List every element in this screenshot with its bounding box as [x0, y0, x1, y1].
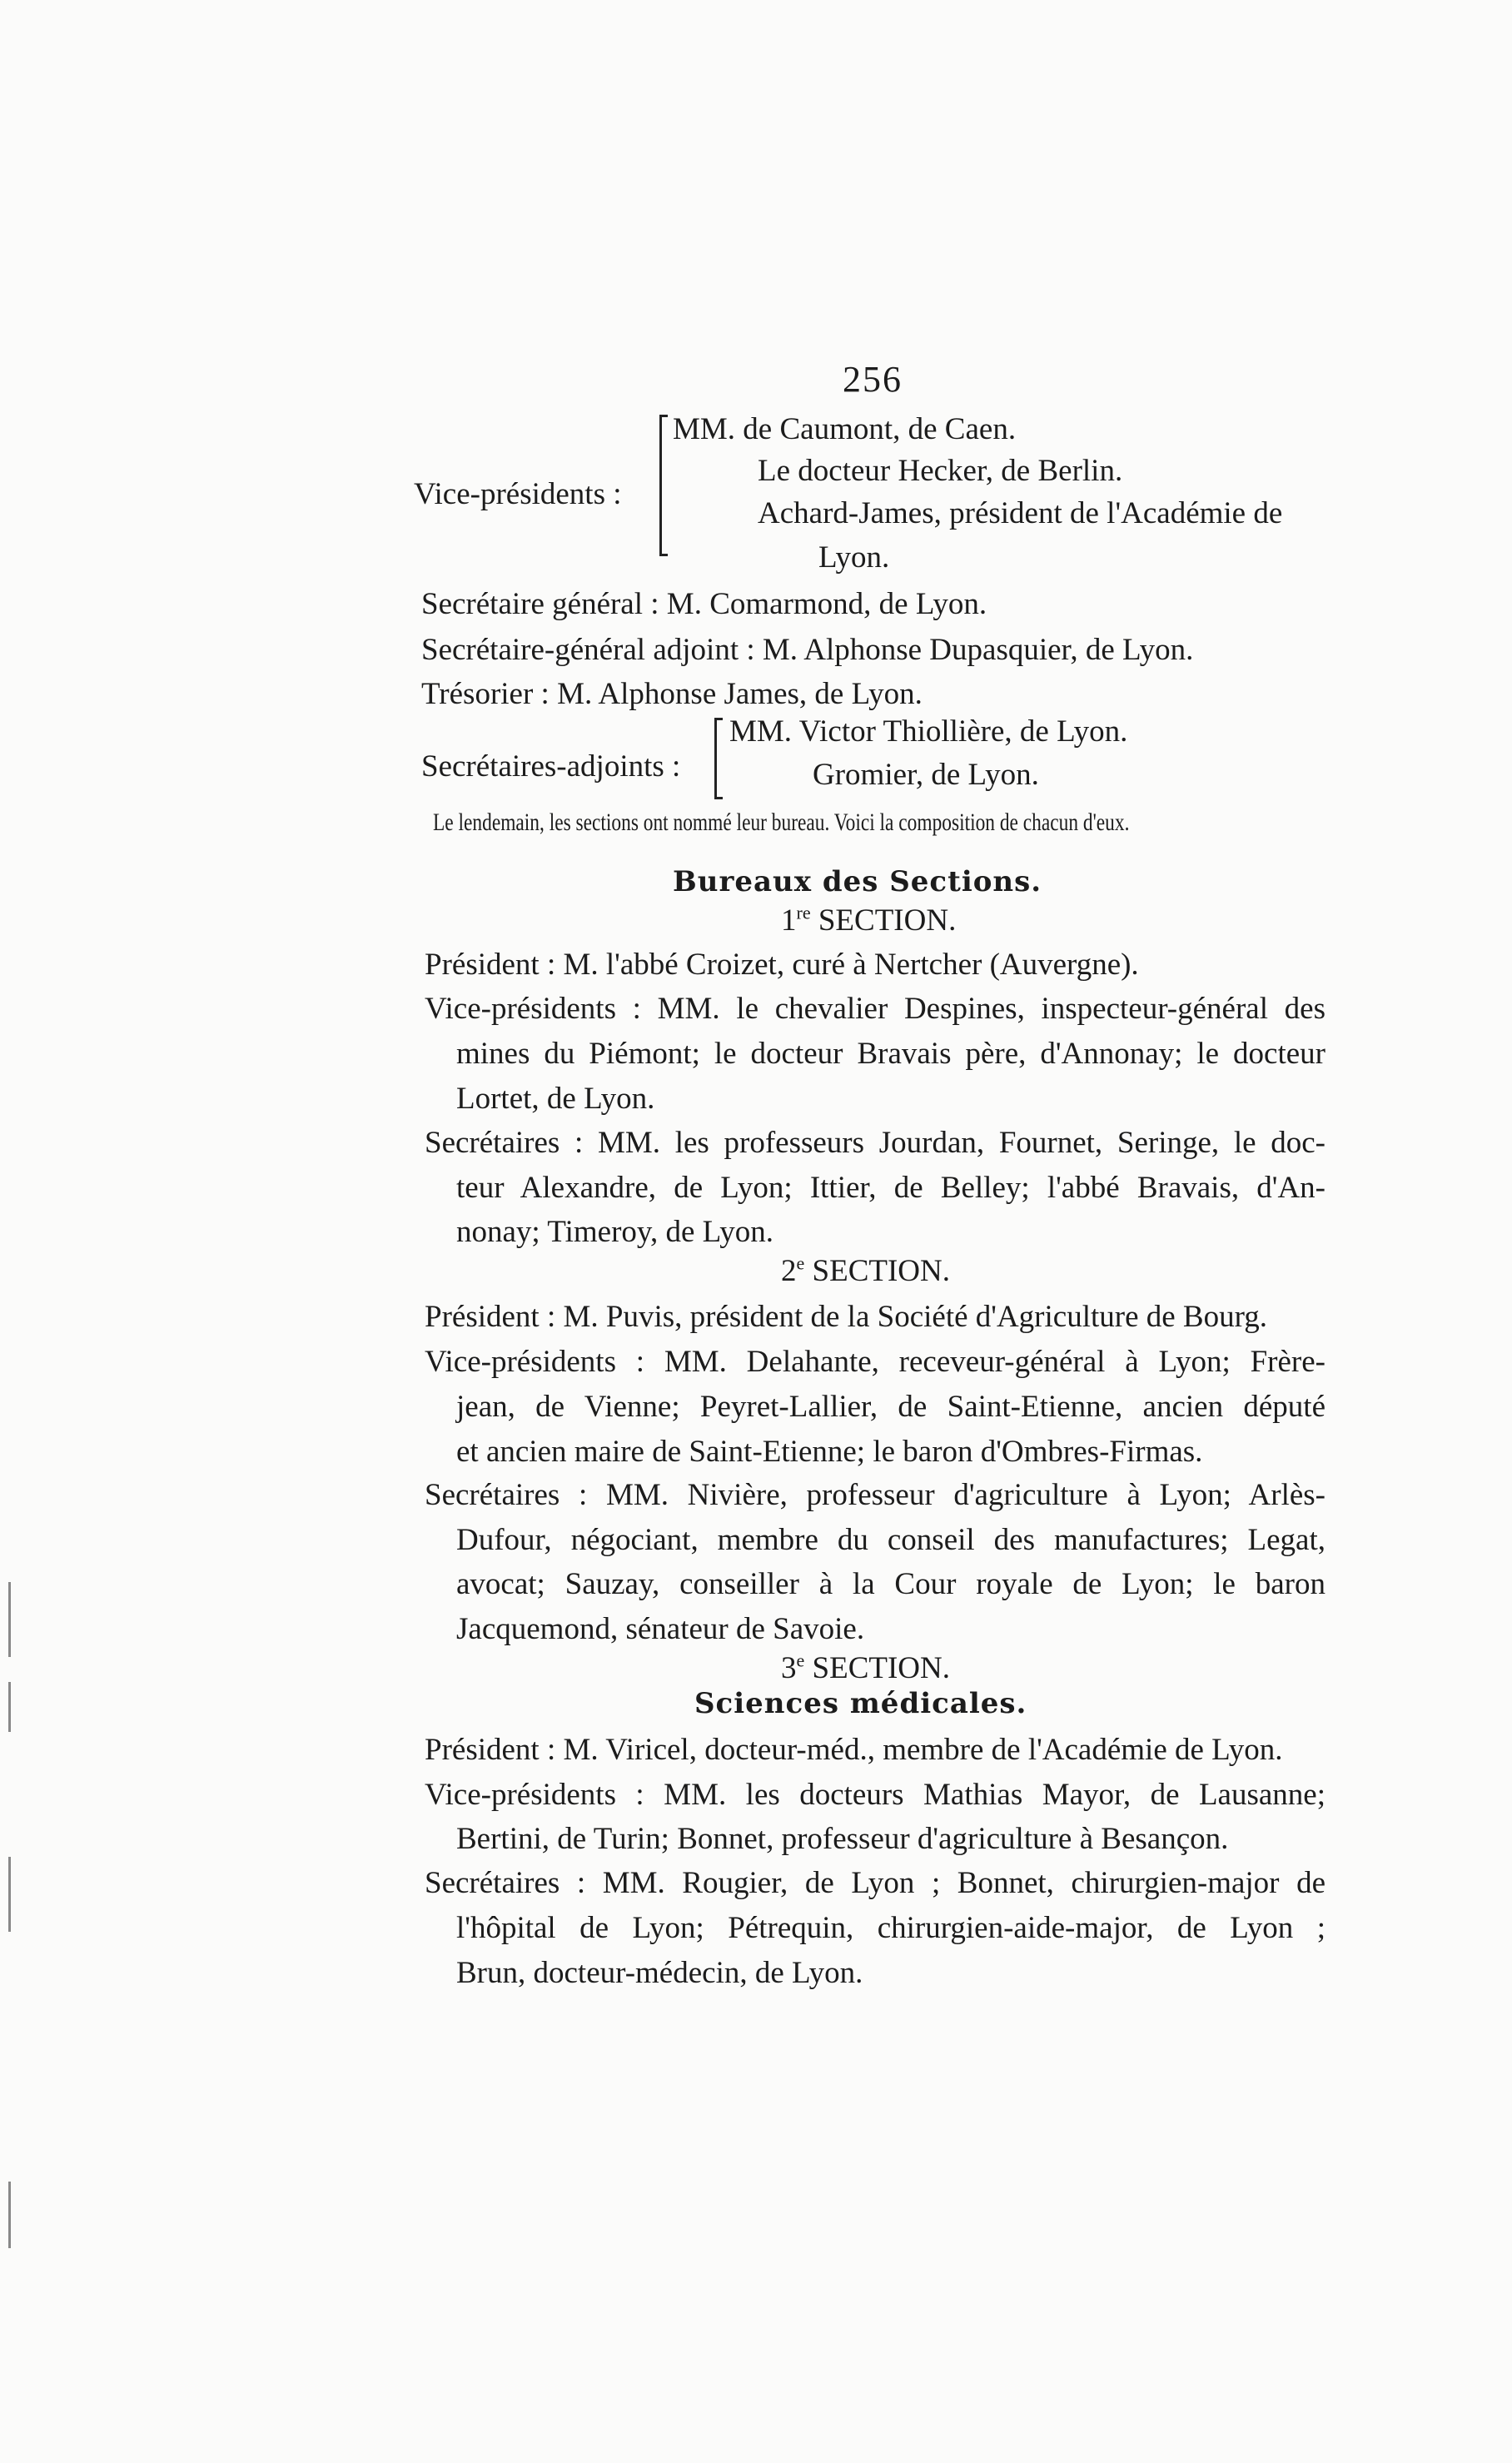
section-1-line: nonay; Timeroy, de Lyon.: [456, 1215, 773, 1249]
section-number: 3: [781, 1651, 797, 1685]
section-2-line: Secrétaires : MM. Nivière, professeur d'agriculture à Lyon; Arlès-: [425, 1478, 1325, 1512]
vice-presidents-brace: [659, 415, 662, 556]
section-2-line: avocat; Sauzay, conseiller à la Cour royale de Lyon; le baron: [456, 1567, 1325, 1601]
bureaux-heading: Bureaux des Sections.: [673, 865, 1042, 898]
section-2-title: [781, 1252, 950, 1288]
secretary-general: Secrétaire général : M. Comarmond, de Lyon.: [421, 587, 987, 621]
secretaries-adjoints-label: Secrétaires-adjoints :: [421, 749, 681, 784]
section-3-subtitle: Sciences médicales.: [694, 1687, 1027, 1720]
section-1-line: Président : M. l'abbé Croizet, curé à Nertcher (Auvergne).: [425, 948, 1139, 982]
section-2-line: Dufour, négociant, membre du conseil des manufactures; Legat,: [456, 1523, 1325, 1557]
secretaries-adjoints-line: MM. Victor Thiollière, de Lyon.: [729, 714, 1128, 749]
page-number: 256: [843, 359, 903, 400]
section-1-line: Vice-présidents : MM. le chevalier Despines, inspecteur-général des: [425, 992, 1325, 1026]
section-2-line: Jacquemond, sénateur de Savoie.: [456, 1612, 865, 1646]
section-2-line: Vice-présidents : MM. Delahante, receveur-général à Lyon; Frère-: [425, 1345, 1325, 1379]
section-3-title: [781, 1649, 950, 1685]
secretary-general-adjoint: Secrétaire-général adjoint : M. Alphonse Dupasquier, de Lyon.: [421, 633, 1194, 667]
section-3-line: Brun, docteur-médecin, de Lyon.: [456, 1956, 863, 1990]
section-2-line: jean, de Vienne; Peyret-Lallier, de Saint-Etienne, ancien député: [456, 1390, 1325, 1424]
vice-presidents-line: Lyon.: [818, 540, 890, 575]
section-1-line: mines du Piémont; le docteur Bravais père, d'Annonay; le docteur: [456, 1037, 1325, 1071]
section-ordinal: re: [796, 902, 811, 923]
section-1-title: [781, 902, 957, 938]
section-ordinal: e: [796, 1252, 805, 1274]
scan-edge-mark: [8, 2182, 11, 2248]
scan-edge-mark: [8, 1857, 11, 1932]
section-title-text: SECTION.: [818, 903, 957, 938]
section-3-line: Bertini, de Turin; Bonnet, professeur d'agriculture à Besançon.: [456, 1822, 1229, 1856]
section-3-line: Vice-présidents : MM. les docteurs Mathias Mayor, de Lausanne;: [425, 1778, 1325, 1812]
vice-presidents-label: Vice-présidents :: [414, 477, 622, 511]
vice-presidents-line: Le docteur Hecker, de Berlin.: [758, 454, 1123, 488]
section-1-line: Secrétaires : MM. les professeurs Jourdan, Fournet, Seringe, le doc-: [425, 1126, 1325, 1160]
intro-note: Le lendemain, les sections ont nommé leur bureau. Voici la composition de chacun d'eux.: [433, 809, 1130, 836]
section-number: 1: [781, 903, 797, 938]
section-3-line: Secrétaires : MM. Rougier, de Lyon ; Bonnet, chirurgien-major de: [425, 1866, 1325, 1900]
secretaries-adjoints-line: Gromier, de Lyon.: [813, 758, 1039, 792]
section-number: 2: [781, 1254, 797, 1288]
section-3-line: Président : M. Viricel, docteur-méd., membre de l'Académie de Lyon.: [425, 1733, 1283, 1767]
section-2-line: Président : M. Puvis, président de la Société d'Agriculture de Bourg.: [425, 1300, 1268, 1334]
treasurer: Trésorier : M. Alphonse James, de Lyon.: [421, 677, 923, 711]
vice-presidents-line: Achard-James, président de l'Académie de: [758, 496, 1283, 530]
section-title-text: SECTION.: [812, 1254, 950, 1288]
scan-edge-mark: [8, 1682, 11, 1732]
section-2-line: et ancien maire de Saint-Etienne; le baron d'Ombres-Firmas.: [456, 1435, 1203, 1469]
section-ordinal: e: [796, 1649, 805, 1671]
section-title-text: SECTION.: [812, 1651, 950, 1685]
section-1-line: teur Alexandre, de Lyon; Ittier, de Belley; l'abbé Bravais, d'An-: [456, 1171, 1325, 1205]
section-1-line: Lortet, de Lyon.: [456, 1082, 655, 1116]
secretaries-adjoints-brace: [714, 718, 717, 799]
vice-presidents-line: MM. de Caumont, de Caen.: [673, 412, 1017, 446]
section-3-line: l'hôpital de Lyon; Pétrequin, chirurgien-aide-major, de Lyon ;: [456, 1911, 1325, 1945]
scan-edge-mark: [8, 1582, 11, 1657]
